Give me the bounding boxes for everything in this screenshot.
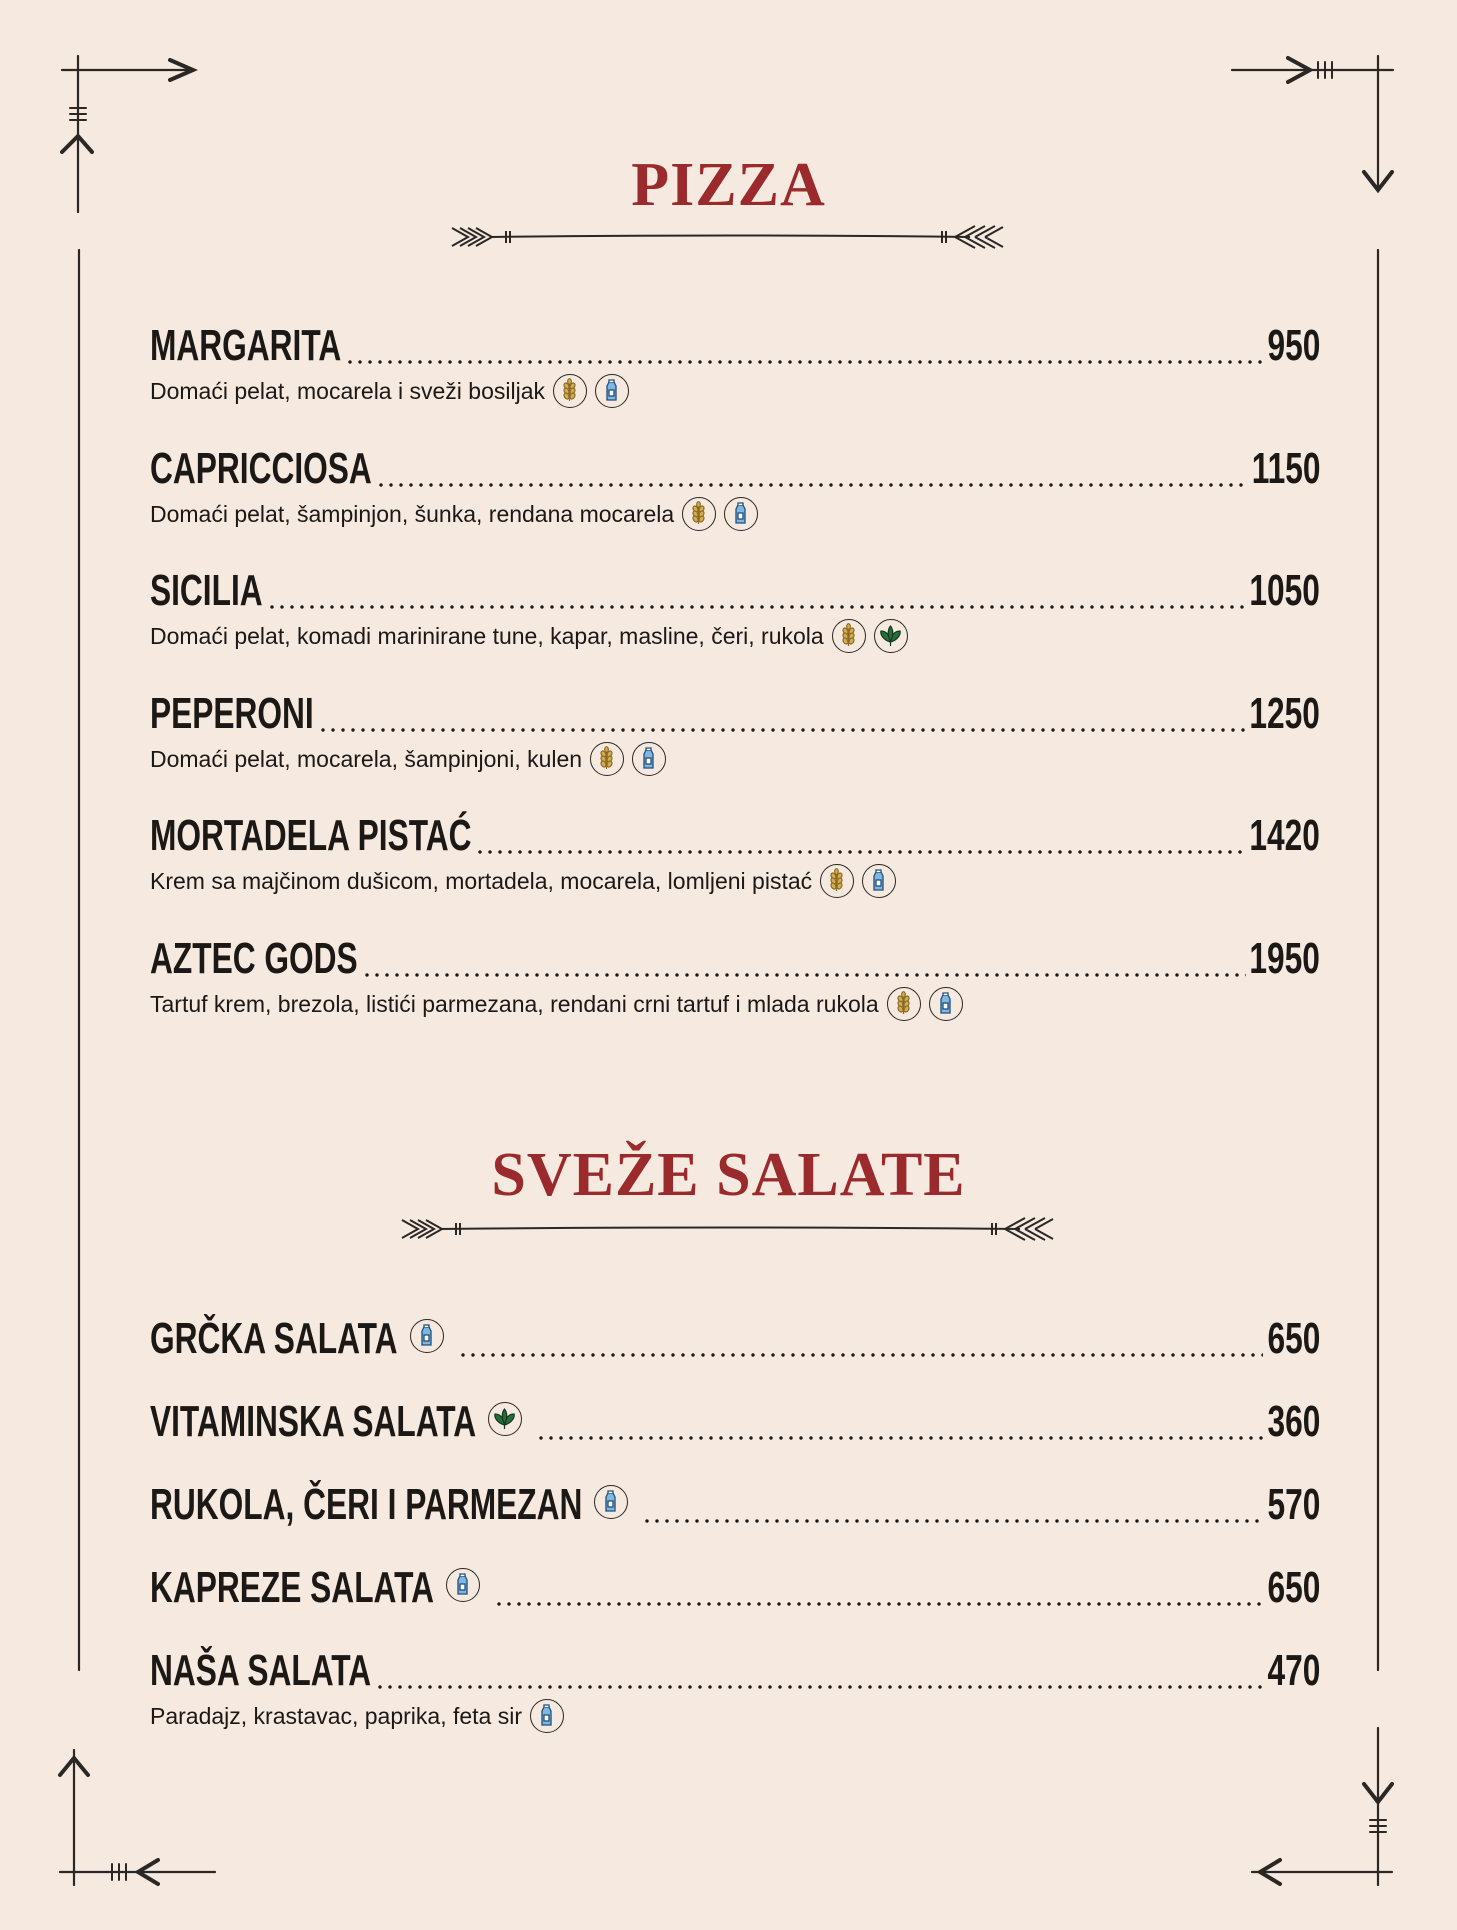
menu-item [150, 320, 1320, 408]
menu-item-line [150, 1645, 1320, 1697]
dot-leader [362, 973, 1246, 977]
item-name: MARGARITA [150, 321, 342, 370]
item-price: 1250 [1249, 689, 1320, 738]
item-name: RUKOLA, ČERI I PARMEZAN [150, 1480, 583, 1529]
item-name: VITAMINSKA SALATA [150, 1397, 477, 1446]
dot-leader [318, 728, 1246, 732]
item-price: 650 [1267, 1563, 1320, 1612]
menu-item-line [150, 688, 1320, 740]
item-price: 470 [1267, 1646, 1320, 1695]
menu-item [150, 1562, 1320, 1614]
dot-leader [642, 1519, 1263, 1523]
milk-icon [594, 1485, 628, 1519]
menu-item-line [150, 320, 1320, 372]
wheat-icon [832, 619, 866, 653]
price-holder [1250, 810, 1320, 862]
arrow-divider [450, 222, 1005, 252]
milk-icon [410, 1319, 444, 1353]
item-price: 1050 [1249, 566, 1320, 615]
item-description-text: Paradajz, krastavac, paprika, feta sir [150, 1703, 522, 1729]
menu-item [150, 688, 1320, 776]
price-holder [1267, 1562, 1320, 1614]
item-description-text: Domaći pelat, mocarela i sveži bosiljak [150, 378, 545, 404]
item-name: NAŠA SALATA [150, 1646, 372, 1695]
menu-item-line [150, 1396, 1320, 1448]
menu-item [150, 933, 1320, 1021]
menu-item [150, 1313, 1320, 1365]
item-price: 360 [1267, 1397, 1320, 1446]
menu-item [150, 1645, 1320, 1733]
item-description-text: Krem sa majčinom dušicom, mortadela, mocarela, lomljeni pistać [150, 868, 813, 894]
item-description [150, 987, 1320, 1021]
leaf-icon [874, 619, 908, 653]
price-holder [1267, 1313, 1320, 1365]
milk-icon [862, 864, 896, 898]
menu-item-line [150, 1313, 1320, 1365]
wheat-icon [590, 742, 624, 776]
dot-leader [345, 360, 1263, 364]
arrow-divider [400, 1214, 1055, 1244]
dot-leader [536, 1436, 1263, 1440]
pizza-section-title: PIZZA [631, 151, 826, 219]
milk-icon [530, 1699, 564, 1733]
item-description-text: Domaći pelat, šampinjon, šunka, rendana mocarela [150, 501, 675, 527]
item-price: 570 [1267, 1480, 1320, 1529]
item-description-text: Tartuf krem, brezola, listići parmezana, rendani crni tartuf i mlada rukola [150, 991, 879, 1017]
item-description-text: Domaći pelat, mocarela, šampinjoni, kulen [150, 746, 583, 772]
price-holder [1267, 320, 1320, 372]
menu-item-line [150, 810, 1320, 862]
menu-item-line [150, 1479, 1320, 1531]
item-name: MORTADELA PISTAĆ [150, 811, 472, 860]
item-description [150, 742, 1320, 776]
menu-item [150, 1396, 1320, 1448]
item-description [150, 497, 1320, 531]
milk-icon [446, 1568, 480, 1602]
salads-section-title: SVEŽE SALATE [491, 1141, 966, 1209]
item-description [150, 374, 1320, 408]
wheat-icon [682, 497, 716, 531]
item-price: 950 [1267, 321, 1320, 370]
menu-item [150, 810, 1320, 898]
price-holder [1250, 565, 1320, 617]
menu-item [150, 565, 1320, 653]
menu-item-line [150, 933, 1320, 985]
menu-item-line [150, 565, 1320, 617]
item-price: 1420 [1249, 811, 1320, 860]
dot-leader [267, 605, 1246, 609]
item-price: 1950 [1249, 934, 1320, 983]
item-description [150, 619, 1320, 653]
item-name: SICILIA [150, 566, 263, 615]
milk-icon [632, 742, 666, 776]
dot-leader [375, 1685, 1263, 1689]
price-holder [1250, 688, 1320, 740]
price-holder [1267, 1645, 1320, 1697]
leaf-icon [488, 1402, 522, 1436]
item-price: 650 [1267, 1314, 1320, 1363]
item-description [150, 864, 1320, 898]
price-holder [1251, 443, 1320, 495]
item-name: AZTEC GODS [150, 934, 358, 983]
item-description [150, 1699, 1320, 1733]
price-holder [1267, 1479, 1320, 1531]
wheat-icon [887, 987, 921, 1021]
menu-item-line [150, 1562, 1320, 1614]
item-name: GRČKA SALATA [150, 1314, 398, 1363]
menu-item [150, 1479, 1320, 1531]
price-holder [1267, 1396, 1320, 1448]
milk-icon [595, 374, 629, 408]
menu-item-line [150, 443, 1320, 495]
item-name: PEPERONI [150, 689, 314, 738]
menu-item [150, 443, 1320, 531]
dot-leader [376, 483, 1247, 487]
wheat-icon [820, 864, 854, 898]
dot-leader [458, 1353, 1264, 1357]
dot-leader [475, 850, 1245, 854]
item-description-text: Domaći pelat, komadi marinirane tune, kapar, masline, čeri, rukola [150, 623, 824, 649]
wheat-icon [553, 374, 587, 408]
dot-leader [494, 1602, 1263, 1606]
item-price: 1150 [1251, 444, 1320, 493]
milk-icon [724, 497, 758, 531]
item-name: KAPREZE SALATA [150, 1563, 434, 1612]
milk-icon [929, 987, 963, 1021]
item-name: CAPRICCIOSA [150, 444, 372, 493]
price-holder [1250, 933, 1320, 985]
